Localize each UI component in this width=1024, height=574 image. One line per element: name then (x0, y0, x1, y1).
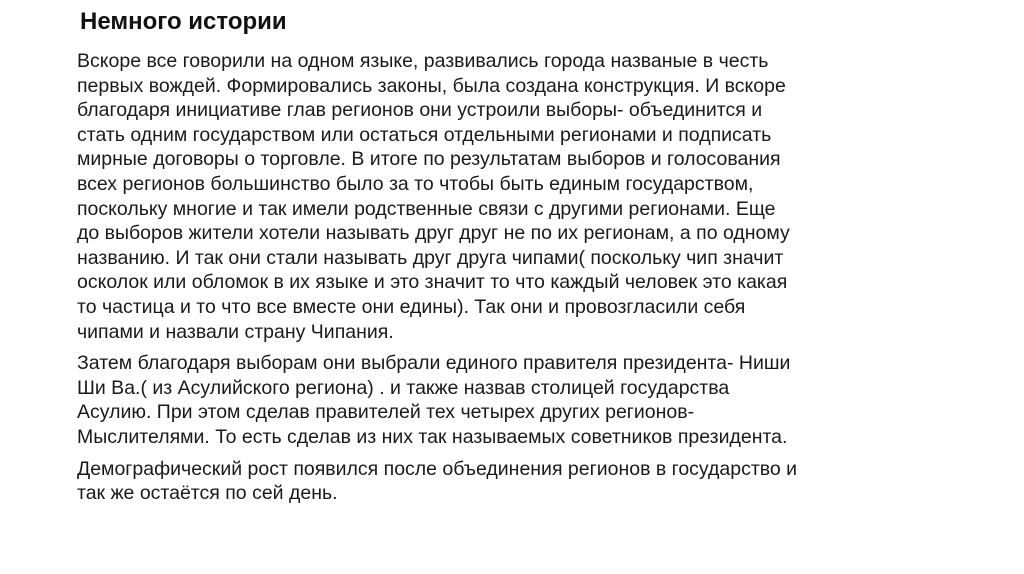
text-line: Асулию. При этом сделав правителей тех четырех других регионов- (77, 401, 695, 424)
text-line: Затем благодаря выборам они выбрали единого правителя президента- Ниши (77, 352, 791, 375)
text-line: первых вождей. Формировались законы, была создана конструкция. И вскоре (77, 74, 786, 97)
text-line: стать одним государством или остаться отдельными регионами и подписать (77, 123, 772, 146)
text-line: названию. И так они стали называть друг друга чипами( поскольку чип значит (77, 246, 784, 269)
text-line: Демографический рост появился после объединения регионов в государство и (77, 457, 798, 480)
text-line: осколок или обломок в их языке и это значит то что каждый человек это какая (77, 271, 788, 294)
text-line: мирные договоры о торговле. В итоге по результатам выборов и голосования (77, 148, 781, 171)
text-line: чипами и назвали страну Чипания. (77, 320, 394, 343)
slide-title: Немного истории (80, 8, 287, 35)
text-line: до выборов жители хотели называть друг друг не по их регионам, а по одному (77, 222, 790, 245)
text-line: так же остаётся по сей день. (77, 482, 338, 505)
text-line: Ши Ва.( из Асулийского региона) . и также назвав столицей государства (77, 376, 730, 399)
text-line: Вскоре все говорили на одном языке, развивались города названые в честь (77, 50, 769, 72)
text-line: Мыслителями. То есть сделав из них так называемых советников президента. (77, 425, 788, 448)
slide-body (77, 49, 947, 513)
paragraph-3 (77, 457, 947, 506)
paragraph-1 (77, 49, 947, 344)
text-line: то частица и то что все вместе они едины). Так они и провозгласили себя (77, 295, 746, 318)
text-line: поскольку многие и так имели родственные связи с другими регионами. Еще (77, 197, 776, 220)
text-line: благодаря инициативе глав регионов они устроили выборы- объединится и (77, 99, 763, 122)
text-line: всех регионов большинство было за то чтобы быть единым государством, (77, 172, 754, 195)
paragraph-2 (77, 351, 947, 449)
